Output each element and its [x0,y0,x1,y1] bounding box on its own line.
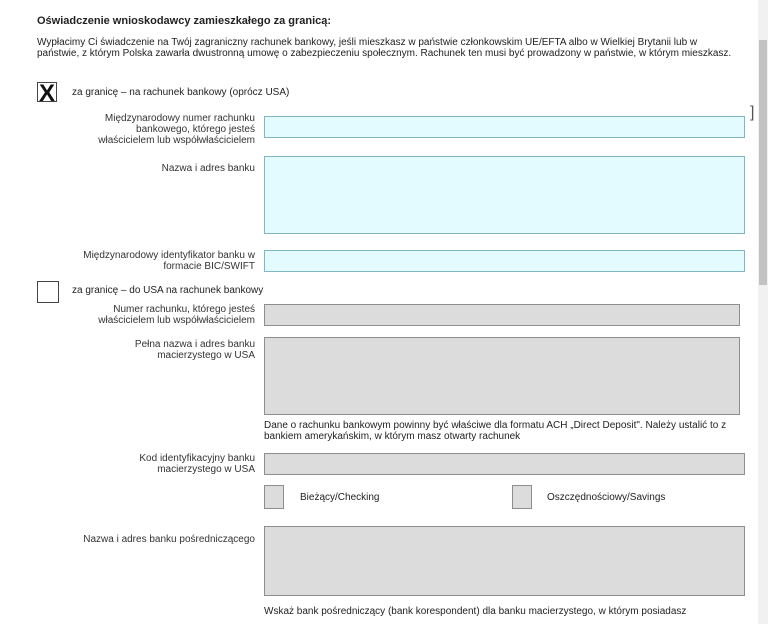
intermediary-label: Nazwa i adres banku pośredniczącego [83,534,255,545]
bic-input[interactable] [264,250,745,272]
intro-text: Wypłacimy Ci świadczenie na Twój zagraniczny rachunek bankowy, jeśli mieszkasz w państwie członkowskim UE/EFTA albo w Wielkiej Brytanii lub w państwie, z którym Polska zawarła dwustronną umowę o zabezpieczeniu społecznym. Rachunek ten musi być prowadzony w państwie, w którym mieszkasz. [37,37,732,59]
usa-bank-code-input[interactable] [264,453,745,475]
iban-input[interactable] [264,116,745,138]
bic-label: Międzynarodowy identyfikator banku w formacie BIC/SWIFT [83,250,255,272]
bank-name-label: Nazwa i adres banku [161,163,255,174]
checking-checkbox[interactable] [264,485,284,509]
intermediary-input[interactable] [264,526,745,596]
checking-label: Bieżący/Checking [300,492,380,503]
usa-option-label: za granicę – do USA na rachunek bankowy [72,285,264,296]
usa-account-input[interactable] [264,304,740,326]
bank-name-input[interactable] [264,156,745,234]
usa-bank-label: Pełna nazwa i adres banku macierzystego w USA [134,339,255,361]
scrollbar-thumb[interactable] [759,40,767,285]
abroad-checkbox[interactable] [37,82,57,102]
intermediary-note: Wskaż bank pośredniczący (bank korespondent) dla banku macierzystego, w którym posiadasz [264,606,687,617]
usa-checkbox[interactable] [37,281,59,303]
usa-account-label: Numer rachunku, którego jesteś właścicielem lub współwłaścicielem [98,304,255,326]
abroad-option-label: za granicę – na rachunek bankowy (oprócz USA) [72,87,290,98]
vertical-scrollbar[interactable] [758,0,768,624]
iban-label: Międzynarodowy numer rachunku bankowego, którego jesteś właścicielem lub współwłaścicielem [98,113,255,146]
usa-bank-code-label: Kod identyfikacyjny banku macierzystego w USA [139,453,255,475]
section-title: Oświadczenie wnioskodawcy zamieszkałego za granicą: [37,15,332,27]
ach-note: Dane o rachunku bankowym powinny być właściwe dla formatu ACH „Direct Deposit". Należy ustalić to z bankiem amerykańskim, w którym masz otwarty rachunek [264,420,727,442]
usa-bank-input[interactable] [264,337,740,415]
savings-checkbox[interactable] [512,485,532,509]
bracket-mark: ] [750,104,755,121]
savings-label: Oszczędnościowy/Savings [547,492,666,503]
